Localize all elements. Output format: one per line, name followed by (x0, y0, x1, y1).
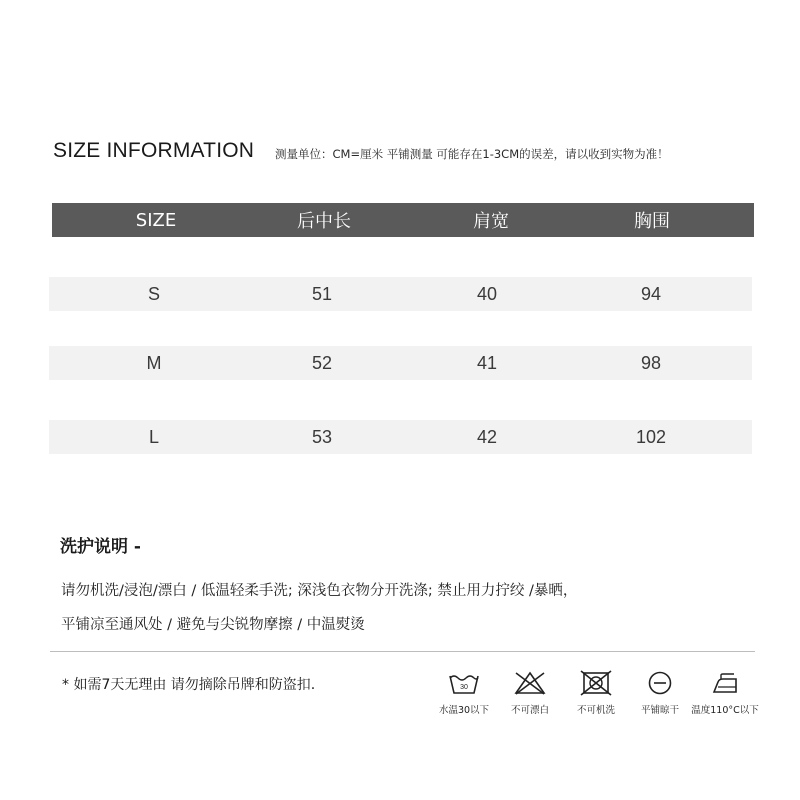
shoulder-cell: 41 (476, 352, 498, 373)
flat-dry-label: 平铺晾干 (640, 705, 679, 716)
size-cell: S (147, 283, 160, 304)
column-header-back-length: 后中长 (297, 211, 351, 232)
back-length-cell: 52 (311, 352, 333, 373)
flat-dry-icon (646, 670, 674, 696)
care-instructions-line: 请勿机洗/浸泡/漂白 / 低温轻柔手洗; 深浅色衣物分开洗涤; 禁止用力拧绞 /暴晒， (61, 583, 578, 599)
care-symbol-no-bleach (495, 670, 565, 716)
iron-icon (709, 670, 741, 696)
column-header-size: SIZE (135, 209, 177, 231)
return-policy-note: * 如需7天无理由 请勿摘除吊牌和防盗扣. (62, 677, 316, 693)
divider (50, 651, 755, 652)
table-row (49, 277, 752, 311)
chest-cell: 98 (640, 352, 662, 373)
no-bleach-label: 不可漂白 (510, 705, 549, 716)
wash-30-icon (448, 670, 480, 696)
no-bleach-icon (513, 670, 547, 696)
back-length-cell: 51 (311, 283, 333, 304)
column-header-shoulder: 肩宽 (473, 211, 509, 232)
no-machine-wash-label: 不可机洗 (576, 705, 615, 716)
shoulder-cell: 40 (476, 283, 498, 304)
size-cell: M (146, 352, 162, 373)
chest-cell: 102 (635, 426, 667, 447)
no-machine-wash-icon (580, 670, 612, 696)
care-instructions-title: 洗护说明 - (60, 537, 141, 557)
page-title: SIZE INFORMATION (53, 139, 255, 162)
size-cell: L (148, 426, 159, 447)
table-row (49, 346, 752, 380)
iron-label: 温度110°C以下 (691, 705, 759, 716)
size-table-header (52, 203, 754, 237)
care-symbol-iron (690, 670, 760, 716)
wash-label: 水温30以下 (438, 705, 490, 716)
measurement-note: 测量单位：CM=厘米 平铺测量 可能存在1-3CM的误差，请以收到实物为准！ (275, 147, 669, 161)
care-symbol-no-machine-wash (561, 670, 631, 716)
shoulder-cell: 42 (476, 426, 498, 447)
table-row (49, 420, 752, 454)
care-symbol-flat-dry (625, 670, 695, 716)
back-length-cell: 53 (311, 426, 333, 447)
wash-temperature-text: 30 (460, 684, 468, 691)
care-instructions-line: 平铺凉至通风处 / 避免与尖锐物摩擦 / 中温熨烫 (61, 617, 365, 633)
care-symbol-wash (429, 670, 499, 716)
chest-cell: 94 (640, 283, 662, 304)
column-header-chest: 胸围 (634, 211, 670, 232)
